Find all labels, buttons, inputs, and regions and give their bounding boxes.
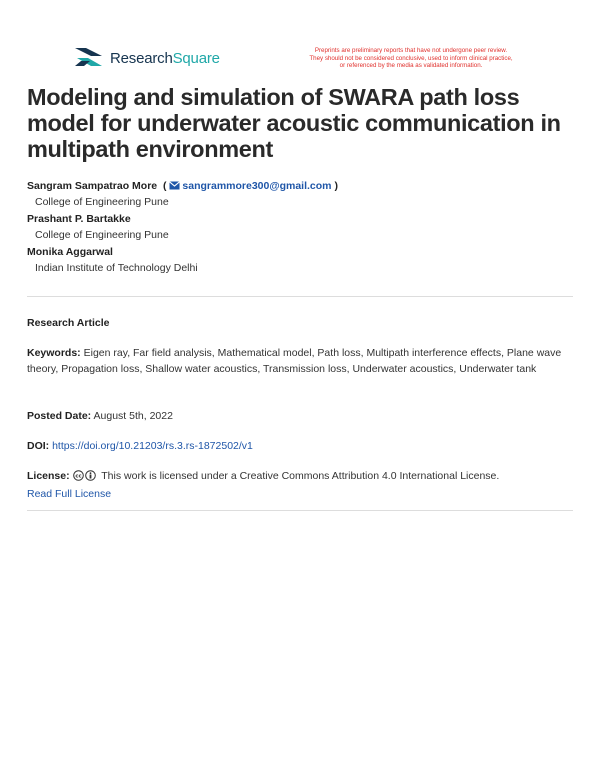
- author-name: Prashant P. Bartakke: [27, 213, 131, 225]
- author-affiliation: College of Engineering Pune: [35, 229, 169, 241]
- svg-text:cc: cc: [74, 473, 82, 480]
- author-affiliation: Indian Institute of Technology Delhi: [35, 262, 198, 274]
- disclaimer-line: Preprints are preliminary reports that have not undergone peer review.: [314, 47, 508, 54]
- license-text: This work is licensed under a Creative Commons Attribution 4.0 International License.: [101, 470, 500, 482]
- author-name: Sangram Sampatrao More ( sangrammore300@gmail.com ): [27, 180, 338, 192]
- doi-link[interactable]: https://doi.org/10.21203/rs.3.rs-1872502/v1: [52, 440, 253, 452]
- author-email-link[interactable]: sangrammore300@gmail.com: [169, 180, 331, 192]
- author-email-group: ( sangrammore300@gmail.com ): [160, 180, 338, 192]
- posted-date-value: August 5th, 2022: [93, 410, 173, 422]
- research-square-logo[interactable]: [75, 46, 220, 68]
- mail-icon: [169, 181, 180, 190]
- research-square-logo-icon: [75, 46, 103, 68]
- posted-date: [27, 408, 573, 424]
- license: [27, 468, 573, 502]
- license-icons: [73, 470, 97, 486]
- paper-title: Modeling and simulation of SWARA path loss model for underwater acoustic communication in multipath environment: [27, 84, 561, 162]
- by-icon: [85, 471, 95, 481]
- logo-text: ResearchSquare: [110, 49, 220, 67]
- doi-label: DOI:: [27, 440, 50, 452]
- keywords-value: Eigen ray, Far field analysis, Mathematical model, Path loss, Multipath interference effects, Plane wave theory, Propagation loss, Shallow water acoustics, Transmission loss, Underwater acoustics, Underwater tank: [27, 347, 562, 375]
- article-type: Research Article: [27, 317, 110, 329]
- read-full-license-link[interactable]: Read Full License: [27, 488, 112, 500]
- preprint-disclaimer: [271, 47, 551, 70]
- author-list: [27, 179, 577, 278]
- author-affiliation: College of Engineering Pune: [35, 196, 169, 208]
- posted-date-label: Posted Date:: [27, 410, 92, 422]
- disclaimer-line: or referenced by the media as validated information.: [339, 62, 483, 70]
- keywords-label: Keywords:: [27, 347, 81, 359]
- author-name: Monika Aggarwal: [27, 246, 113, 258]
- keywords: [27, 345, 573, 377]
- header: [75, 46, 545, 76]
- disclaimer-line: They should not be considered conclusive, used to inform clinical practice,: [309, 54, 513, 62]
- license-label: License:: [27, 470, 70, 482]
- cc-icon: [73, 471, 83, 481]
- divider: [27, 296, 573, 297]
- divider: [27, 510, 573, 511]
- doi: [27, 438, 573, 454]
